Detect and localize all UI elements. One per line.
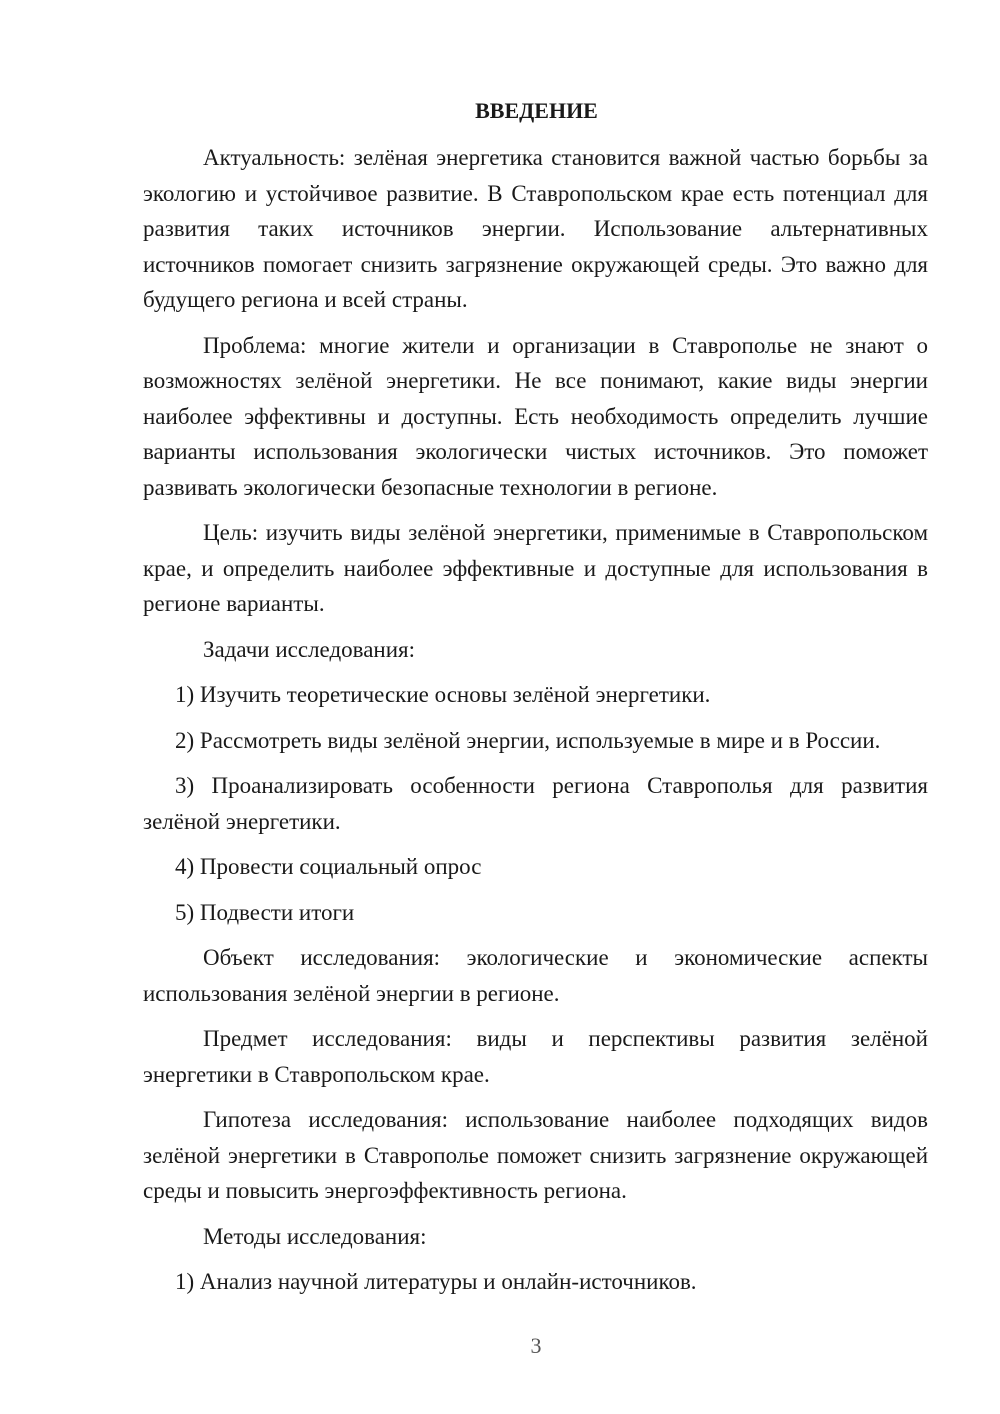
hypothesis-paragraph: Гипотеза исследования: использование наиболее подходящих видов зелёной энергетики в Ставрополье поможет снизить загрязнение окружающей среды и повысить энергоэффективность региона. [143,1107,928,1203]
subject-paragraph: Предмет исследования: виды и перспективы развития зелёной энергетики в Ставропольском крае. [143,1026,928,1087]
page-title: ВВЕДЕНИЕ [475,98,598,123]
page-content [143,93,928,1310]
list-item: 1) Анализ научной литературы и онлайн-источников. [175,1269,697,1294]
list-item: 5) Подвести итоги [175,899,355,925]
tasks-heading: Задачи исследования: [203,636,416,662]
list-item: 2) Рассмотреть виды зелёной энергии, используемые в мире и в России. [175,727,881,753]
page-number: 3 [530,1333,542,1358]
tasks-list [143,677,928,930]
list-item: 1) Изучить теоретические основы зелёной энергетики. [175,682,711,707]
list-item: 3) Проанализировать особенности региона Ставрополья для развития зелёной энергетики. [143,773,928,834]
object-paragraph: Объект исследования: экологические и экономические аспекты использования зелёной энергии в регионе. [143,945,928,1006]
goal-paragraph: Цель: изучить виды зелёной энергетики, применимые в Ставропольском крае, и определить наиболее эффективные и доступные для использования в регионе варианты. [143,520,928,616]
methods-heading: Методы исследования: [203,1223,427,1249]
list-item: 4) Провести социальный опрос [175,854,482,879]
methods-list [143,1264,928,1300]
relevance-paragraph: Актуальность: зелёная энергетика становится важной частью борьбы за экологию и устойчивое развитие. В Ставропольском крае есть потенциал для развития таких источников энергии. Использование альтернативных источников помогает снизить загрязнение окружающей среды. Это важно для будущего региона и всей страны. [143,145,928,312]
problem-paragraph: Проблема: многие жители и организации в Ставрополье не знают о возможностях зелёной энергетики. Не все понимают, какие виды энергии наиболее эффективны и доступны. Есть необходимость определить лучшие варианты использования экологически чистых источников. Это поможет развивать экологически безопасные технологии в регионе. [143,332,928,500]
